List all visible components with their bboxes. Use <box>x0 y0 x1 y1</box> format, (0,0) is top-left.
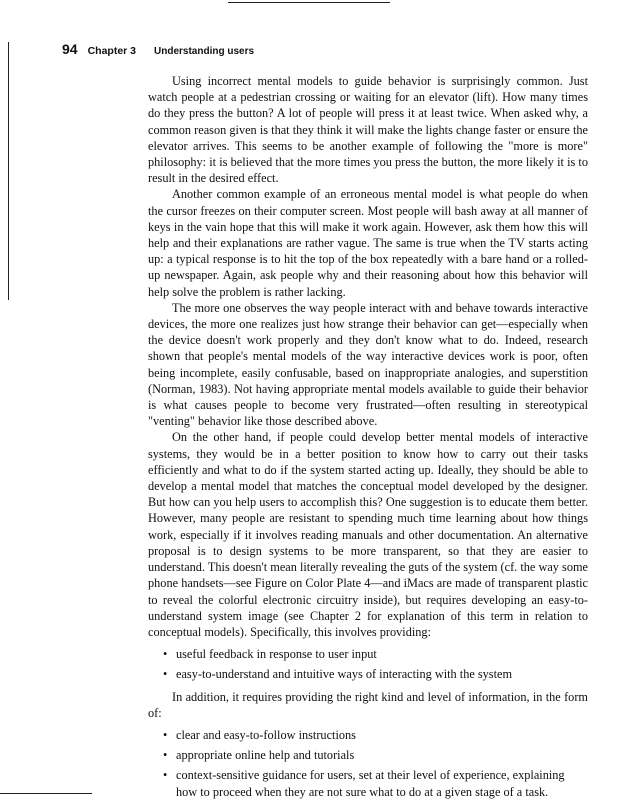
list-item: • useful feedback in response to user input <box>176 646 588 662</box>
list-item: • context-sensitive guidance for users, set at their level of experience, explaining how to proceed when they are not sure what to do at a given stage of a task. <box>176 767 588 799</box>
body-text <box>148 73 588 806</box>
chapter-title: Understanding users <box>154 46 255 57</box>
chapter-label: Chapter 3 <box>87 45 137 57</box>
top-rule <box>228 2 390 3</box>
paragraph: Another common example of an erroneous mental model is what people do when the cursor freezes on their computer screen. Most people will bash away at all manner of keys in the vain hope that this will make it work again. However, ask them how this will help and their explanations are rather vague. The same is true when the TV starts acting up: a typical response is to hit the top of the box repeatedly with a bare hand or a rolled-up newspaper. Again, ask people why and their reasoning about how this behavior will help solve the problem is rather lacking. <box>148 187 588 299</box>
page-number: 94 <box>62 41 78 57</box>
bullet-list <box>148 646 588 682</box>
left-margin-rule <box>8 42 9 300</box>
running-header <box>62 41 254 57</box>
paragraph: On the other hand, if people could develop better mental models of interactive systems, they would be in a better position to know how to carry out their tasks efficiently and what to do if the system started acting up. Ideally, they should be able to develop a mental model that matches the conceptual model developed by the designer. But how can you help users to accomplish this? One suggestion is to educate them better. However, many people are resistant to spending much time learning about how things work, especially if it involves reading manuals and other documentation. An alternative proposal is to design systems to be more transparent, so that they are easier to understand. This doesn't mean literally revealing the guts of the system (cf. the way some phone handsets—see Figure on Color Plate 4—and iMacs are made of transparent plastic to reveal the colorful electronic circuitry inside), but requires developing an easy-to-understand system image (see Chapter 2 for explanation of this term in relation to conceptual models). Specifically, this involves providing: <box>148 430 588 639</box>
list-item: • easy-to-understand and intuitive ways of interacting with the system <box>176 666 588 682</box>
list-item: • clear and easy-to-follow instructions <box>176 727 588 743</box>
bullet-list <box>148 727 588 800</box>
bottom-left-rule <box>0 793 92 794</box>
list-item: • appropriate online help and tutorials <box>176 747 588 763</box>
paragraph: Using incorrect mental models to guide behavior is surprisingly common. Just watch people at a pedestrian crossing or waiting for an elevator (lift). How many times do they press the button? A lot of people will press it at least twice. When asked why, a common reason given is that they think it will make the lights change faster or ensure the elevator arrives. This seems to be another example of following the "more is more" philosophy: it is believed that the more times you press the button, the more likely it is to result in the desired effect. <box>148 74 588 186</box>
paragraph: In addition, it requires providing the right kind and level of information, in the form of: <box>148 689 588 720</box>
paragraph: The more one observes the way people interact with and behave towards interactive devices, the more one realizes just how strange their behavior can get—especially when the device doesn't work properly and they don't know what to do. Indeed, research shown that people's mental models of the way interactive devices work is poor, often being incomplete, easily confusable, based on inappropriate analogies, and superstition (Norman, 1983). Not having appropriate mental models available to guide their behavior is what causes people to become very frustrated—often resulting in stereotypical "venting" behavior like those described above. <box>148 300 588 429</box>
